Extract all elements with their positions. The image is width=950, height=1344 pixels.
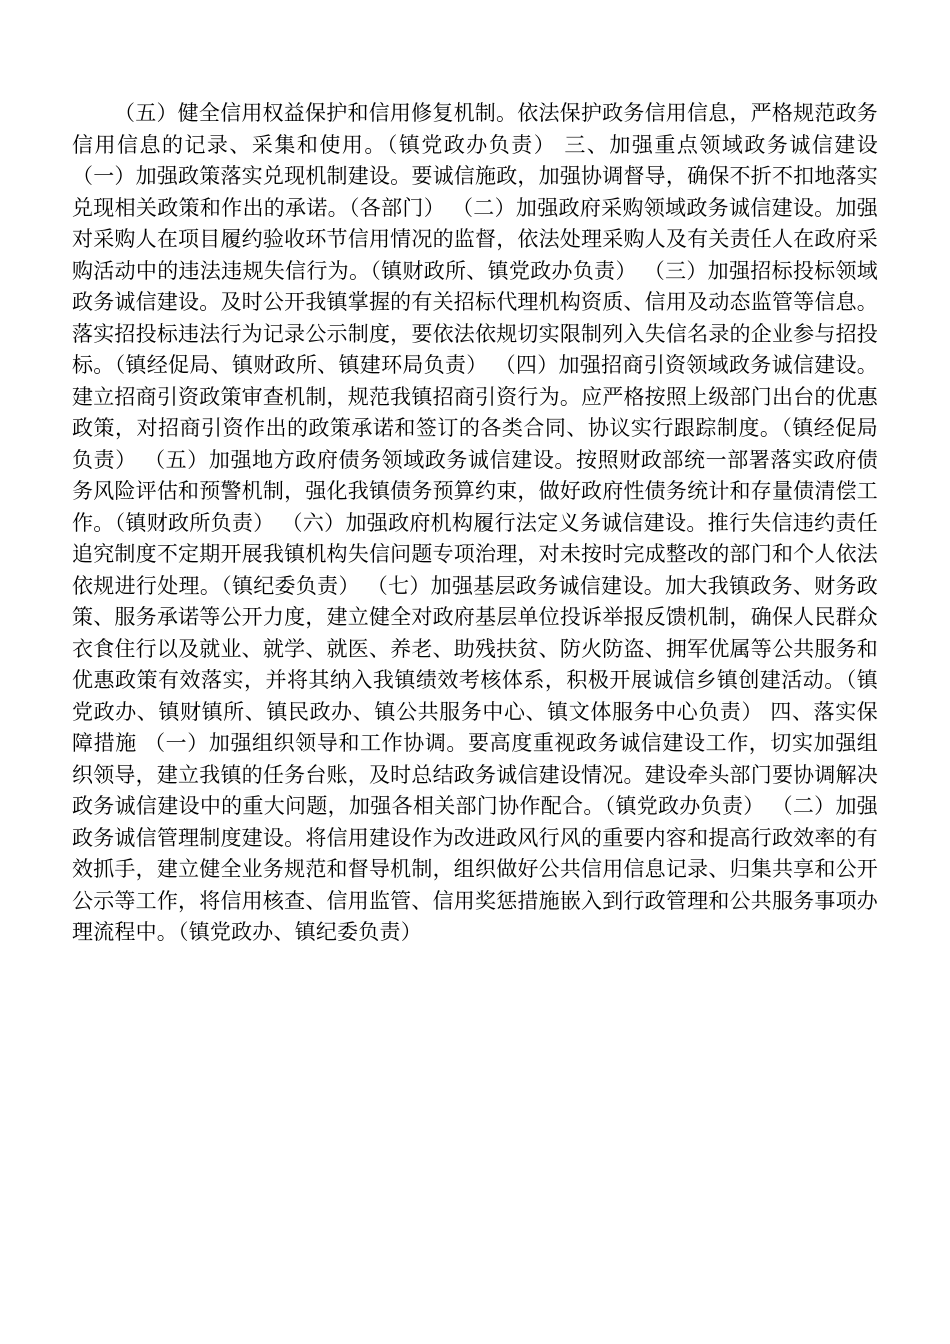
body-paragraph: （五）健全信用权益保护和信用修复机制。依法保护政务信用信息，严格规范政务信用信息的记录、采集和使用。（镇党政办负责） 三、加强重点领域政务诚信建设 （一）加强政策落实兑现机制建设。要诚信施政，加强协调督导，确保不折不扣地落实兑现相关政策和作出的承诺。（各部门） （二）加强政府采购领域政务诚信建设。加强对采购人在项目履约验收环节信用情况的监督，依法处理采购人及有关责任人在政府采购活动中的违法违规失信行为。（镇财政所、镇党政办负责） （三）加强招标投标领域政务诚信建设。及时公开我镇掌握的有关招标代理机构资质、信用及动态监管等信息。落实招投标违法行为记录公示制度，要依法依规切实限制列入失信名录的企业参与招投标。（镇经促局、镇财政所、镇建环局负责） （四）加强招商引资领域政务诚信建设。建立招商引资政策审查机制，规范我镇招商引资行为。应严格按照上级部门出台的优惠政策，对招商引资作出的政策承诺和签订的各类合同、协议实行跟踪制度。（镇经促局负责） （五）加强地方政府债务领域政务诚信建设。按照财政部统一部署落实政府债务风险评估和预警机制，强化我镇债务预算约束，做好政府性债务统计和存量债清偿工作。（镇财政所负责） （六）加强政府机构履行法定义务诚信建设。推行失信违约责任追究制度不定期开展我镇机构失信问题专项治理，对未按时完成整改的部门和个人依法依规进行处理。（镇纪委负责） （七）加强基层政务诚信建设。加大我镇政务、财务政策、服务承诺等公开力度，建立健全对政府基层单位投诉举报反馈机制，确保人民群众衣食住行以及就业、就学、就医、养老、助残扶贫、防火防盗、拥军优属等公共服务和优惠政策有效落实，并将其纳入我镇绩效考核体系，积极开展诚信乡镇创建活动。（镇党政办、镇财镇所、镇民政办、镇公共服务中心、镇文体服务中心负责） 四、落实保障措施 （一）加强组织领导和工作协调。要高度重视政务诚信建设工作，切实加强组织领导，建立我镇的任务台账，及时总结政务诚信建设情况。建设牵头部门要协调解决政务诚信建设中的重大问题，加强各相关部门协作配合。（镇党政办负责） （二）加强政务诚信管理制度建设。将信用建设作为改进政风行风的重要内容和提高行政效率的有效抓手，建立健全业务规范和督导机制，组织做好公共信用信息记录、归集共享和公开公示等工作，将信用核查、信用监管、信用奖惩措施嵌入到行政管理和公共服务事项办理流程中。（镇党政办、镇纪委负责）: [72, 101, 878, 944]
document-page: [72, 98, 878, 949]
